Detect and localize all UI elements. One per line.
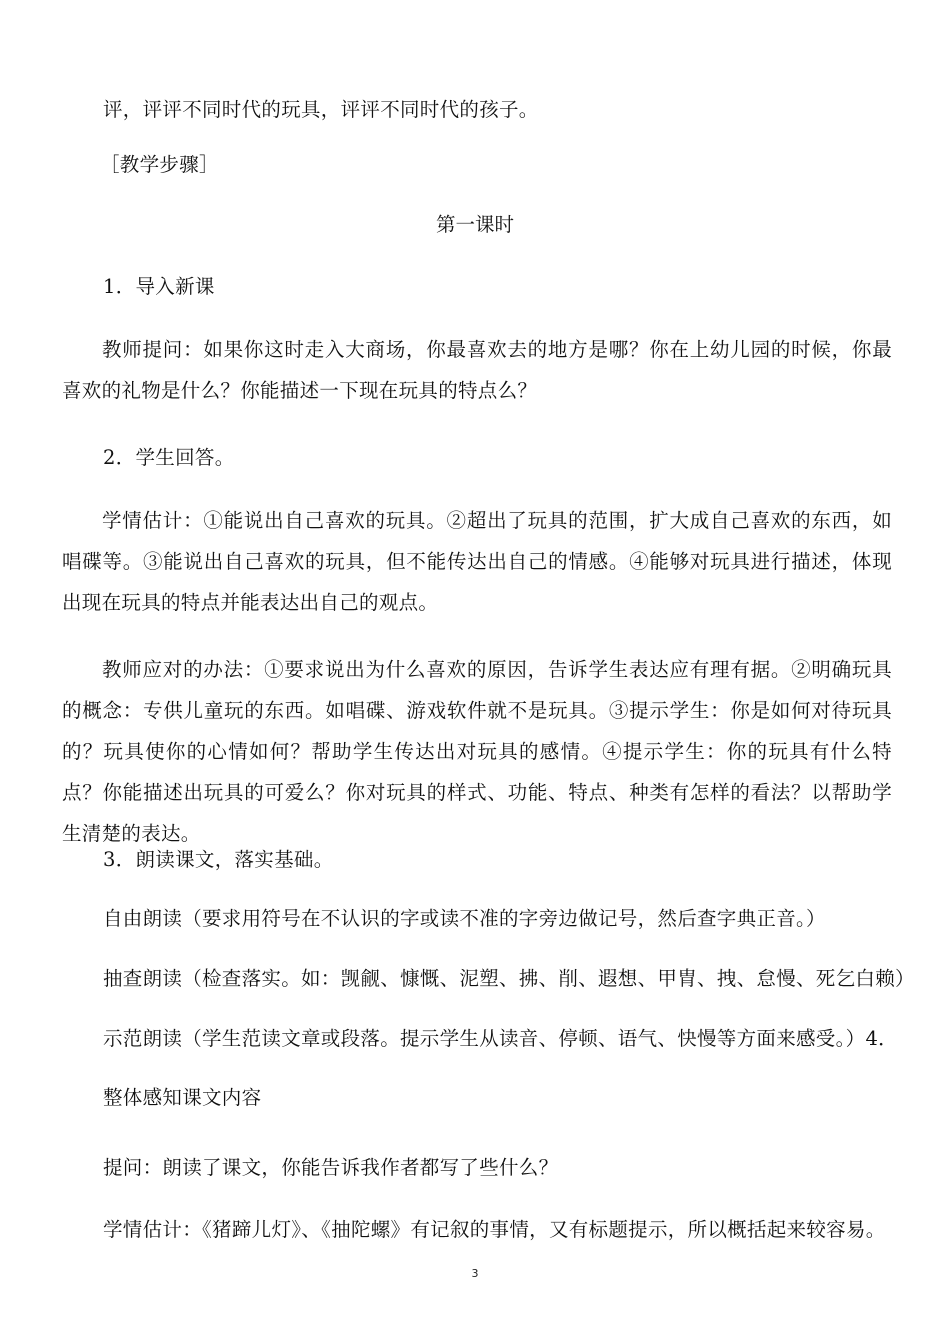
paragraph-student-estimate-2: 学情估计：《猪蹄儿灯》、《抽陀螺》有记叙的事情，又有标题提示，所以概括起来较容易。 xyxy=(103,1218,886,1241)
paragraph-continuation: 评，评评不同时代的玩具，评评不同时代的孩子。 xyxy=(103,98,539,121)
paragraph-teacher-question: 教师提问：如果你这时走入大商场，你最喜欢去的地方是哪？你在上幼儿园的时候，你最喜欢的礼物是什么？你能描述一下现在玩具的特点么？ xyxy=(62,338,892,402)
step-heading-1: 1．导入新课 xyxy=(103,275,215,298)
step-heading-2: 2．学生回答。 xyxy=(103,446,235,469)
paragraph-demo-reading: 示范朗读（学生范读文章或段落。提示学生从读音、停顿、语气、快慢等方面来感受。）4． xyxy=(103,1027,898,1050)
paragraph-teacher-response: 教师应对的办法：①要求说出为什么喜欢的原因，告诉学生表达应有理有据。②明确玩具的概念：专供儿童玩的东西。如唱碟、游戏软件就不是玩具。③提示学生：你是如何对待玩具的？玩具使你的心情如何？帮助学生传达出对玩具的感情。④提示学生：你的玩具有什么特点？你能描述出玩具的可爱么？你对玩具的样式、功能、特点、种类有怎样的看法？以帮助学生清楚的表达。 xyxy=(62,658,892,845)
step-heading-4: 整体感知课文内容 xyxy=(103,1086,262,1109)
paragraph-student-estimate: 学情估计：①能说出自己喜欢的玩具。②超出了玩具的范围，扩大成自己喜欢的东西，如唱碟等。③能说出自己喜欢的玩具，但不能传达出自己的情感。④能够对玩具进行描述，体现出现在玩具的特点并能表达出自己的观点。 xyxy=(62,509,892,614)
paragraph-spot-check-reading: 抽查朗读（检查落实。如：觊觎、慷慨、泥塑、拂、削、遐想、甲胄、拽、怠慢、死乞白赖） xyxy=(103,967,915,990)
lesson-title: 第一课时 xyxy=(435,213,514,236)
section-heading-teaching-steps: ［教学步骤］ xyxy=(100,153,219,176)
paragraph-question: 提问：朗读了课文，你能告诉我作者都写了些什么？ xyxy=(103,1156,559,1179)
paragraph-free-reading: 自由朗读（要求用符号在不认识的字或读不准的字旁边做记号，然后查字典正音。） xyxy=(103,907,826,930)
page-number: 3 xyxy=(471,1267,479,1280)
step-heading-3: 3．朗读课文，落实基础。 xyxy=(103,848,334,871)
